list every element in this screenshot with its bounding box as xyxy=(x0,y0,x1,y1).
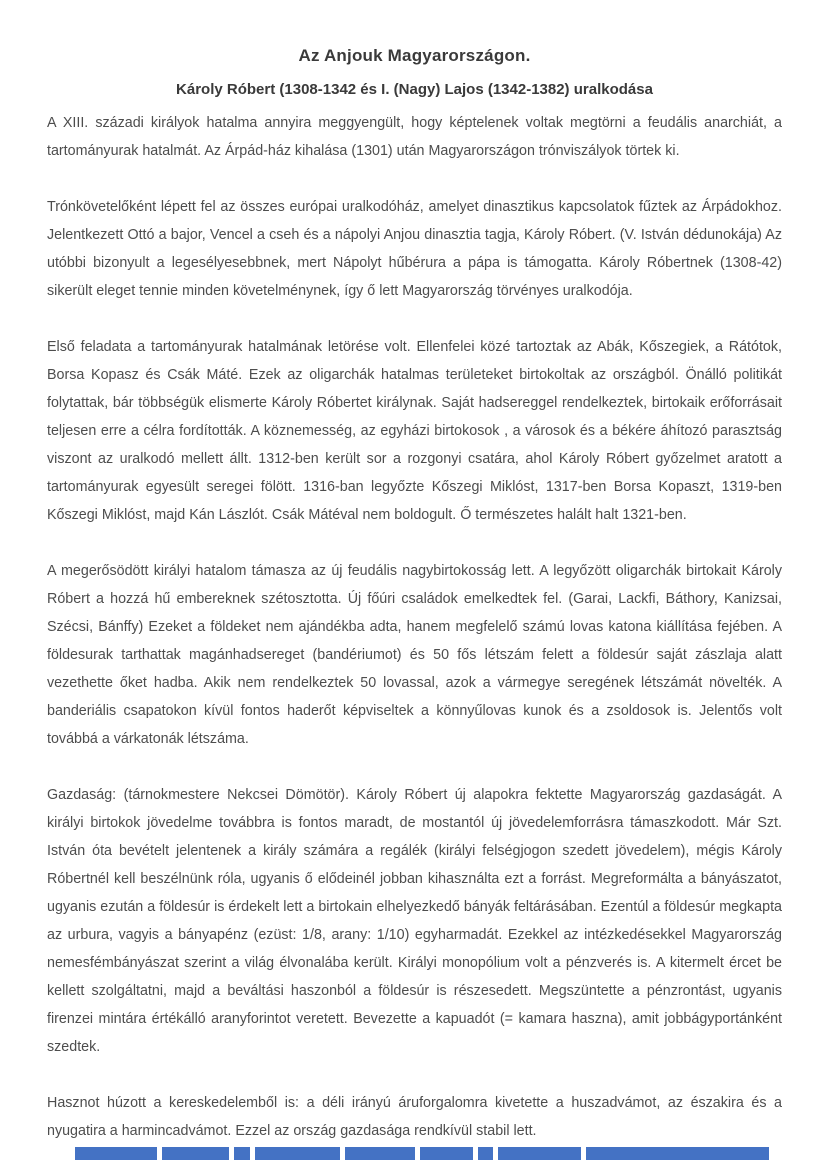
paragraph-new-aristocracy: A megerősödött királyi hatalom támasza az új feudális nagybirtokosság lett. A legyőzött oligarchák birtokait Károly Róbert a hozzá hű embereknek szétosztotta. Új főúri családok emelkedtek fel. (Garai, Lackfi, Báthory, Kanizsai, Szécsi, Bánffy) Ezeket a földeket nem ajándékba adta, hanem megfelelő számú lovas katona kiállítása fejében. A földesurak tarthattak magánhadsereget (bandériumot) és 50 fős létszám felett a földesúr saját zászlaja alatt vezethette őket hadba. Akik nem rendelkeztek 50 lovassal, azok a vármegye seregének létszámát növelték. A banderiális csapatokon kívül fontos haderőt képviseltek a könnyűlovas kunok és a zsoldosok is. Jelentős volt továbbá a várkatonák létszáma. xyxy=(47,563,782,747)
table-header-cell xyxy=(255,1147,340,1160)
table-header-strip xyxy=(75,1147,769,1160)
paragraph-intro: A XIII. századi királyok hatalma annyira meggyengült, hogy képtelenek voltak megtörni a feudális anarchiát, a tartományurak hatalmát. Az Árpád-ház kihalása (1301) után Magyarországon trónviszályok törtek ki. xyxy=(47,115,782,159)
paragraph-throne-claimants: Trónkövetelőként lépett fel az összes európai uralkodóház, amelyet dinasztikus kapcsolatok fűztek az Árpádokhoz. Jelentkezett Ottó a bajor, Vencel a cseh és a nápolyi Anjou dinasztia tagja, Károly Róbert. (V. István dédunokája) Az utóbbi bizonyult a legesélyesebbnek, mert Nápolyt hűbérura a pápa is támogatta. Károly Róbertnek (1308-42) sikerült eleget tennie minden követelménynek, így ő lett Magyarország törvényes uralkodója. xyxy=(47,199,782,299)
paragraph-economy: Gazdaság: (tárnokmestere Nekcsei Dömötör). Károly Róbert új alapokra fektette Magyarország gazdaságát. A királyi birtokok jövedelme továbbra is fontos maradt, de mostantól új jövedelemforrásra támaszkodott. Már Szt. István óta bevételt jelentenek a király számára a regálék (királyi felségjogon szedett jövedelem), mégis Károly Róbertnél kell beszélnünk róla, ugyanis ő elődeinél jobban kihasználta ezt a forrást. Megreformálta a bányászatot, ugyanis ezután a földesúr is érdekelt lett a birtokain elhelyezkedő bányák feltárásában. Ezentúl a földesúr megkapta az urbura, vagyis a bányapénz (ezüst: 1/8, arany: 1/10) egyharmadát. Ezekkel az intézkedésekkel Magyarország nemesfémbányászat szerint a világ élvonalába került. Királyi monopólium volt a pénzverés is. A kitermelt ércet be kellett szolgáltatni, majd a beváltási haszonból a földesúr is részesedett. Megszüntette a pénzrontást, ugyanis firenzei mintára értékálló aranyforintot veretett. Bevezette a kapuadót (= kamara haszna), amit jobbágyportánként szedtek. xyxy=(47,787,782,1055)
table-header-cell xyxy=(234,1147,250,1160)
table-header-cell xyxy=(162,1147,229,1160)
table-header-cell xyxy=(498,1147,581,1160)
document-title: Az Anjouk Magyarországon. xyxy=(298,46,531,65)
paragraph-oligarchs: Első feladata a tartományurak hatalmának letörése volt. Ellenfelei közé tartoztak az Abák, Kőszegiek, a Rátótok, Borsa Kopasz és Csák Máté. Ezek az oligarchák hatalmas területeket birtokoltak az országból. Önálló politikát folytattak, bár többségük elismerte Károly Róbertet királynak. Saját hadsereggel rendelkeztek, birtokaik erőforrásait teljesen erre a célra fordították. A köznemesség, az egyházi birtokosok , a városok és a békére áhítozó parasztság viszont az uralkodó mellett állt. 1312-ben került sor a rozgonyi csatára, ahol Károly Róbert győzelmet aratott a tartományurak egyesült seregei fölött. 1316-ban legyőzte Kőszegi Miklóst, 1317-ben Borsa Kopaszt, 1319-ben Kőszegi Miklóst, majd Kán Lászlót. Csák Mátéval nem boldogult. Ő természetes halált halt 1321-ben. xyxy=(47,339,782,523)
table-header-cell xyxy=(586,1147,769,1160)
document-subtitle: Károly Róbert (1308-1342 és I. (Nagy) Lajos (1342-1382) uralkodása xyxy=(176,81,653,98)
table-header-cell xyxy=(478,1147,493,1160)
table-header-cell xyxy=(75,1147,157,1160)
document-body xyxy=(47,109,782,1145)
table-header-cell xyxy=(345,1147,415,1160)
table-header-cell xyxy=(420,1147,473,1160)
paragraph-trade: Hasznot húzott a kereskedelemből is: a déli irányú áruforgalomra kivetette a huszadvámot, az északira és a nyugatira a harmincadvámot. Ezzel az ország gazdasága rendkívül stabil lett. xyxy=(47,1095,782,1139)
